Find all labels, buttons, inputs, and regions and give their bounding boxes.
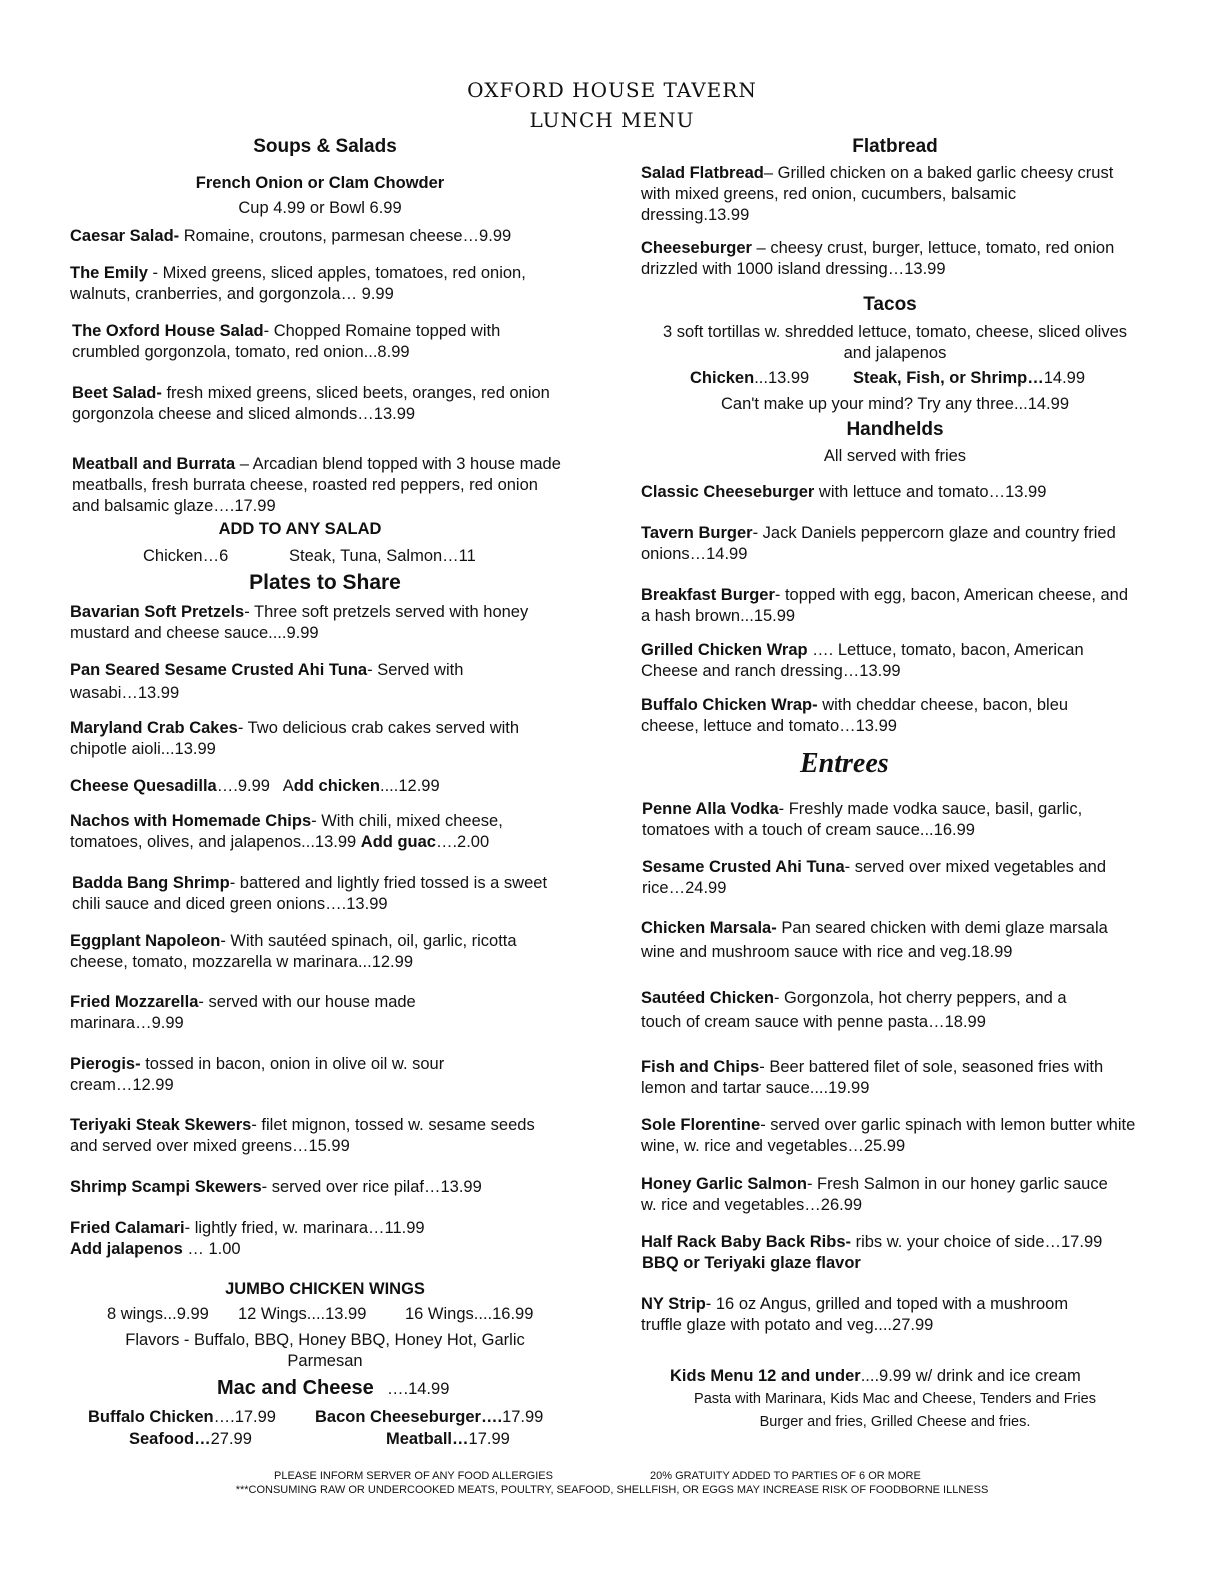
wings-12: 12 Wings....13.99 (238, 1305, 367, 1323)
item-name: Shrimp Scampi Skewers (70, 1178, 262, 1196)
item-desc: - lightly fried, w. marinara…11.99 (184, 1219, 425, 1237)
item-desc: fresh mixed greens, sliced beets, oranges, red onion gorgonzola cheese and sliced almonds…13.99 (72, 384, 550, 423)
item-desc: – Arcadian blend topped with 3 house made meatballs, fresh burrata cheese, roasted red peppers, red onion and balsamic glaze….17.99 (72, 455, 561, 515)
menu-item (72, 873, 562, 915)
menu-item (72, 454, 562, 517)
item-desc: - battered and lightly fried tossed is a sweet chili sauce and diced green onions….13.99 (72, 874, 548, 913)
wings-heading: JUMBO CHICKEN WINGS (225, 1280, 425, 1298)
item-name: Bavarian Soft Pretzels (70, 603, 245, 621)
flatbread-heading: Flatbread (852, 136, 938, 157)
menu-item (70, 811, 570, 853)
menu-item-addon (70, 1239, 570, 1260)
tacos-description: 3 soft tortillas w. shredded lettuce, tomato, cheese, sliced olives and jalapenos (662, 323, 1128, 362)
item-name: Tavern Burger (641, 524, 753, 542)
menu-item (70, 1177, 570, 1198)
menu-item (70, 718, 570, 760)
item-desc: with lettuce and tomato…13.99 (814, 483, 1047, 501)
item-desc: - served over rice pilaf…13.99 (261, 1178, 482, 1196)
restaurant-title: OXFORD HOUSE TAVERN (467, 78, 757, 102)
kids-menu-line-2: Burger and fries, Grilled Cheese and fries. (759, 1414, 1031, 1430)
menu-item (641, 163, 1121, 226)
menu-item (70, 1218, 570, 1239)
item-name: Teriyaki Steak Skewers (70, 1116, 252, 1134)
item-desc: ...13.99 (754, 369, 810, 387)
mac-price: ….14.99 (387, 1380, 450, 1398)
item-name: Classic Cheeseburger (641, 483, 815, 501)
handhelds-heading: Handhelds (846, 419, 944, 440)
item-name: Seafood… (129, 1430, 211, 1448)
item-name: Meatball… (386, 1430, 469, 1448)
item-desc: 14.99 (1043, 369, 1086, 387)
item-desc: - served over garlic spinach with lemon butter white wine, w. rice and vegetables…25.99 (641, 1116, 1136, 1155)
wings-flavors: Flavors - Buffalo, BBQ, Honey BBQ, Honey Hot, Garlic Parmesan (125, 1331, 525, 1370)
menu-item (72, 321, 572, 363)
item-name: Add jalapenos (70, 1240, 183, 1258)
item-desc: - Gorgonzola, hot cherry peppers, and a touch of cream sauce with penne pasta…18.99 (641, 989, 1067, 1031)
menu-item (642, 857, 1132, 899)
item-name: Eggplant Napoleon (70, 932, 221, 950)
menu-item (641, 1294, 1111, 1336)
menu-item (641, 238, 1121, 280)
item-desc: - Chopped Romaine topped with crumbled gorgonzola, tomato, red onion...8.99 (72, 322, 501, 361)
item-name: Pierogis- (70, 1055, 141, 1073)
item-desc: tossed in bacon, onion in olive oil w. sour cream…12.99 (70, 1055, 445, 1094)
item-name-2: Add guac (360, 833, 436, 851)
soup-price: Cup 4.99 or Bowl 6.99 (238, 199, 402, 217)
mac-title: Mac and Cheese (217, 1377, 374, 1399)
item-desc: - Three soft pretzels served with honey mustard and cheese sauce....9.99 (70, 603, 529, 642)
footer-gratuity: 20% GRATUITY ADDED TO PARTIES OF 6 OR MORE (650, 1470, 921, 1482)
soups-salads-heading: Soups & Salads (253, 136, 397, 157)
menu-item (641, 1115, 1136, 1157)
item-desc: ribs w. your choice of side…17.99 (851, 1233, 1103, 1251)
item-name: Fried Calamari (70, 1219, 185, 1237)
item-desc: 17.99 (502, 1408, 544, 1426)
footer-allergy: PLEASE INFORM SERVER OF ANY FOOD ALLERGIES (274, 1470, 553, 1482)
menu-item (70, 263, 570, 305)
menu-item (641, 1174, 1111, 1216)
menu-item (641, 986, 1111, 1034)
item-name: Meatball and Burrata (72, 455, 236, 473)
menu-item (70, 602, 575, 644)
item-name: Chicken (690, 369, 755, 387)
item-desc: - Two delicious crab cakes served with chipotle aioli...13.99 (70, 719, 520, 758)
menu-item (642, 799, 1132, 841)
mac-buffalo (88, 1407, 276, 1428)
mac-bacon-cheeseburger (315, 1407, 543, 1428)
item-name: Sesame Crusted Ahi Tuna (642, 858, 845, 876)
item-name: Salad Flatbread (641, 164, 764, 182)
item-name: Half Rack Baby Back Ribs- (641, 1233, 851, 1251)
item-name: Fish and Chips (641, 1058, 760, 1076)
menu-item (70, 659, 510, 705)
item-name-2: dd chicken (293, 777, 380, 795)
menu-item (72, 383, 562, 425)
item-desc: ....9.99 w/ drink and ice cream (860, 1367, 1081, 1385)
item-name: Breakfast Burger (641, 586, 775, 604)
item-name: Grilled Chicken Wrap (641, 641, 808, 659)
plates-to-share-heading: Plates to Share (249, 571, 401, 594)
menu-item (641, 585, 1141, 627)
item-name: Maryland Crab Cakes (70, 719, 238, 737)
item-desc: with cheddar cheese, bacon, bleu cheese, lettuce and tomato…13.99 (641, 696, 1069, 735)
tacos-heading: Tacos (863, 294, 917, 315)
soup-name: French Onion or Clam Chowder (195, 174, 445, 192)
item-desc: - With sautéed spinach, oil, garlic, ricotta cheese, tomato, mozzarella w marinara...12.99 (70, 932, 517, 971)
menu-item (641, 1057, 1146, 1099)
item-name: Nachos with Homemade Chips (70, 812, 312, 830)
item-desc: – Grilled chicken on a baked garlic cheesy crust with mixed greens, red onion, cucumbers, balsamic dressing.13.99 (641, 164, 1114, 224)
menu-item (70, 1115, 540, 1157)
ribs-glaze-flavor: BBQ or Teriyaki glaze flavor (642, 1254, 861, 1272)
item-desc: … 1.00 (182, 1240, 241, 1258)
menu-item (641, 482, 1131, 503)
item-name: Badda Bang Shrimp (72, 874, 230, 892)
item-desc: - Beer battered filet of sole, seasoned fries with lemon and tartar sauce....19.99 (641, 1058, 1104, 1097)
mac-seafood (129, 1429, 252, 1450)
item-name: Sautéed Chicken (641, 989, 774, 1007)
item-name: The Emily (70, 264, 148, 282)
item-name: Bacon Cheeseburger…. (315, 1408, 503, 1426)
item-name: Caesar Salad- (70, 227, 180, 245)
item-desc: - served over mixed vegetables and rice…24.99 (642, 858, 1107, 897)
tacos-any-three: Can't make up your mind? Try any three...14.99 (721, 395, 1069, 413)
tacos-chicken (690, 368, 809, 389)
item-name: Fried Mozzarella (70, 993, 199, 1011)
item-desc: - Mixed greens, sliced apples, tomatoes, red onion, walnuts, cranberries, and gorgonzola… 9.99 (70, 264, 526, 303)
item-desc: - Freshly made vodka sauce, basil, garlic, tomatoes with a touch of cream sauce...16.99 (642, 800, 1083, 839)
item-desc: ….9.99 A (216, 777, 294, 795)
item-name: Cheese Quesadilla (70, 777, 217, 795)
menu-item (641, 640, 1131, 682)
item-desc: Romaine, croutons, parmesan cheese…9.99 (179, 227, 512, 245)
item-desc: - served with our house made marinara…9.99 (70, 993, 416, 1032)
menu-item (70, 776, 570, 797)
kids-menu-title (670, 1366, 1081, 1387)
kids-menu-line-1: Pasta with Marinara, Kids Mac and Cheese, Tenders and Fries (694, 1391, 1096, 1407)
wings-16: 16 Wings....16.99 (405, 1305, 534, 1323)
item-desc: - 16 oz Angus, grilled and toped with a mushroom truffle glaze with potato and veg....27.99 (641, 1295, 1069, 1334)
menu-item (641, 695, 1121, 737)
item-desc-2: ….2.00 (435, 833, 490, 851)
menu-item (70, 226, 570, 247)
item-name: Kids Menu 12 and under (670, 1367, 861, 1385)
item-desc: 17.99 (468, 1430, 510, 1448)
item-name: NY Strip (641, 1295, 706, 1313)
item-desc: - Jack Daniels peppercorn glaze and country fried onions…14.99 (641, 524, 1116, 563)
item-name: Beet Salad- (72, 384, 162, 402)
handhelds-subtitle: All served with fries (823, 447, 967, 465)
item-name: Buffalo Chicken Wrap- (641, 696, 818, 714)
item-name: Chicken Marsala- (641, 919, 777, 937)
item-desc: - Served with wasabi…13.99 (70, 661, 464, 702)
item-name: The Oxford House Salad (72, 322, 264, 340)
item-desc: Pan seared chicken with demi glaze marsala wine and mushroom sauce with rice and veg.18.99 (641, 919, 1108, 961)
item-desc: ….17.99 (213, 1408, 276, 1426)
item-desc: 27.99 (210, 1430, 252, 1448)
item-desc-2: ....12.99 (380, 777, 440, 795)
item-name: Penne Alla Vodka (642, 800, 779, 818)
menu-item (641, 916, 1126, 964)
menu-item (70, 1054, 490, 1096)
menu-item (641, 523, 1131, 565)
menu-item (641, 1232, 1161, 1253)
add-to-salad-heading: ADD TO ANY SALAD (218, 520, 382, 538)
item-name: Steak, Fish, or Shrimp… (853, 369, 1044, 387)
item-name: Honey Garlic Salmon (641, 1175, 807, 1193)
add-chicken: Chicken…6 (143, 547, 229, 565)
item-name: Buffalo Chicken (88, 1408, 214, 1426)
add-steak-tuna-salmon: Steak, Tuna, Salmon…11 (289, 547, 476, 565)
item-desc: …. Lettuce, tomato, bacon, American Cheese and ranch dressing…13.99 (641, 641, 1084, 680)
wings-8: 8 wings...9.99 (107, 1305, 209, 1323)
item-desc: - topped with egg, bacon, American cheese, and a hash brown...15.99 (641, 586, 1129, 625)
menu-item (70, 931, 570, 973)
item-desc: - filet mignon, tossed w. sesame seeds and served over mixed greens…15.99 (70, 1116, 535, 1155)
entrees-heading: Entrees (800, 748, 889, 779)
item-desc: - Fresh Salmon in our honey garlic sauce w. rice and vegetables…26.99 (641, 1175, 1108, 1214)
mac-meatball (386, 1429, 510, 1450)
item-name: Pan Seared Sesame Crusted Ahi Tuna (70, 661, 368, 679)
menu-subtitle: LUNCH MENU (529, 108, 695, 132)
item-name: Sole Florentine (641, 1116, 761, 1134)
item-desc: – cheesy crust, burger, lettuce, tomato, red onion drizzled with 1000 island dressing…13.99 (641, 239, 1115, 278)
tacos-steak-fish-shrimp (853, 368, 1085, 389)
footer-warning: ***CONSUMING RAW OR UNDERCOOKED MEATS, POULTRY, SEAFOOD, SHELLFISH, OR EGGS MAY INCREASE RISK OF FOODBORNE ILLNESS (235, 1484, 989, 1496)
item-name: Cheeseburger (641, 239, 752, 257)
menu-item (70, 992, 470, 1034)
item-desc: - With chili, mixed cheese, tomatoes, olives, and jalapenos...13.99 (70, 812, 503, 851)
